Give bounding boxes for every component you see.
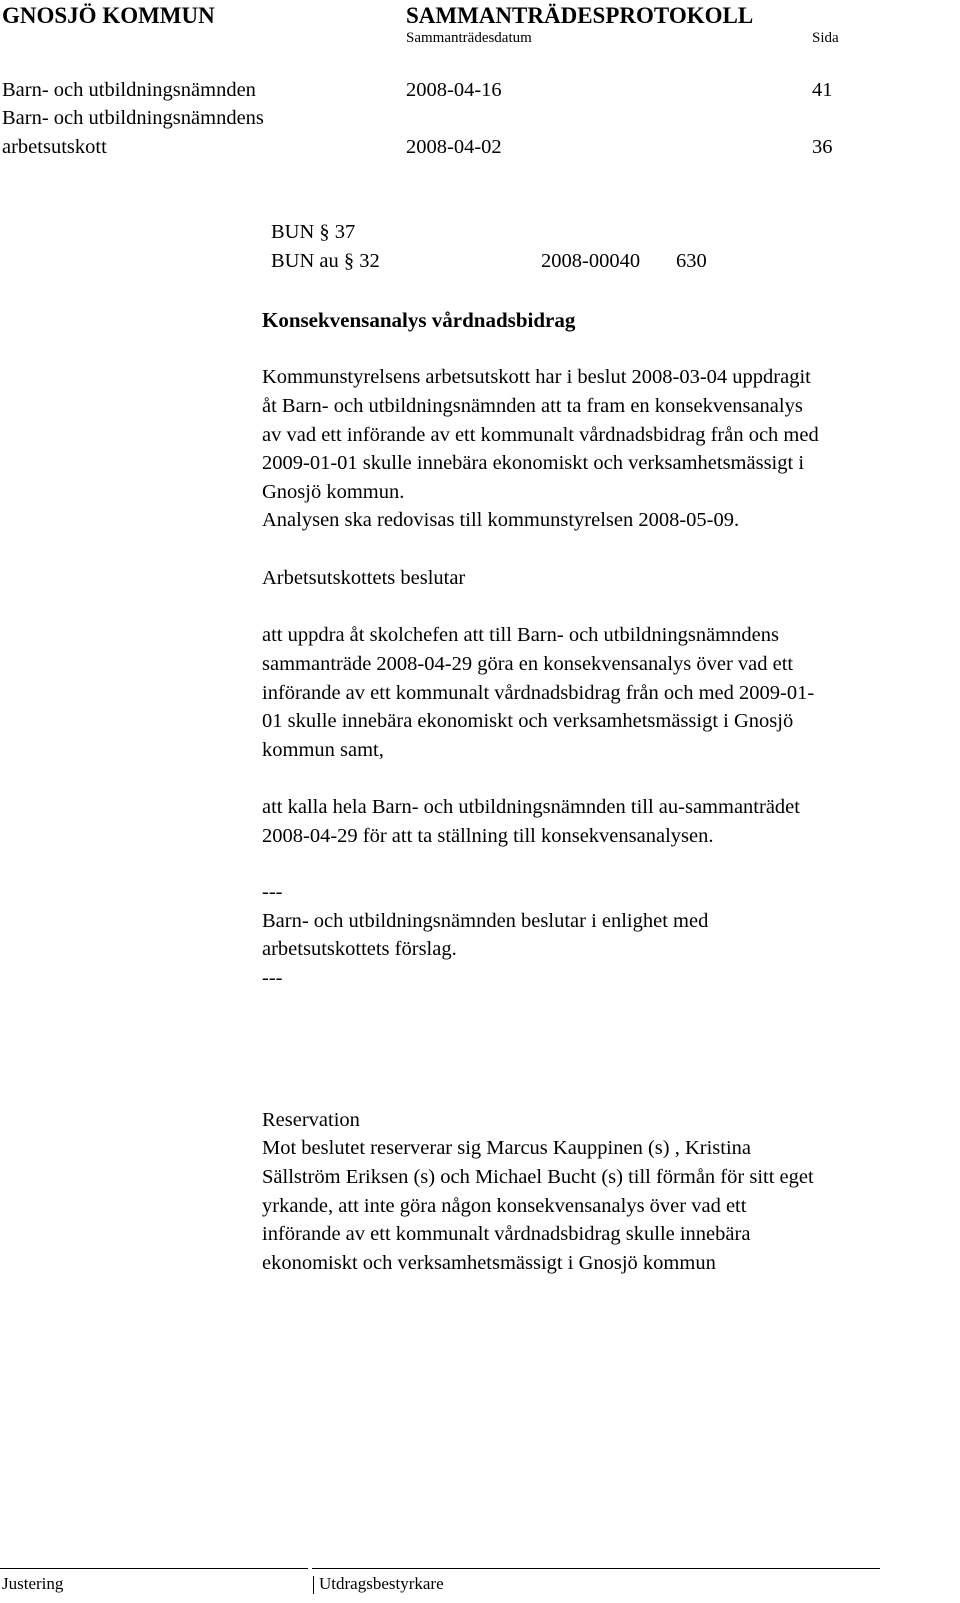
decision-line: 2008-04-29 för att ta ställning till konsekvensanalysen. xyxy=(262,825,714,847)
page-label: Sida xyxy=(812,30,839,46)
decision-line: sammanträde 2008-04-29 göra en konsekvensanalys över vad ett xyxy=(262,653,794,675)
decision-line: att uppdra åt skolchefen att till Barn- och utbildningsnämndens xyxy=(262,624,779,646)
reservation-heading: Reservation xyxy=(262,1109,360,1131)
organization-name: GNOSJÖ KOMMUN xyxy=(2,3,215,28)
page-number: 41 xyxy=(812,79,833,101)
intro-line: Analysen ska redovisas till kommunstyrelsen 2008-05-09. xyxy=(262,509,740,531)
footer-rule xyxy=(0,1568,308,1569)
meeting-date-label: Sammanträdesdatum xyxy=(406,30,532,46)
intro-line: Kommunstyrelsens arbetsutskott har i beslut 2008-03-04 uppdragit xyxy=(262,366,811,388)
intro-line: åt Barn- och utbildningsnämnden att ta fram en konsekvensanalys xyxy=(262,395,803,417)
footer-rule xyxy=(312,1568,880,1569)
separator: --- xyxy=(262,881,283,903)
reservation-line: Mot beslutet reserverar sig Marcus Kauppinen (s) , Kristina xyxy=(262,1137,752,1159)
decision-line: 01 skulle innebära ekonomiskt och verksamhetsmässigt i Gnosjö xyxy=(262,710,794,732)
utdragsbestyrkare-label: Utdragsbestyrkare xyxy=(319,1574,444,1593)
bun-decision-line: Barn- och utbildningsnämnden beslutar i enlighet med xyxy=(262,910,709,932)
intro-line: Gnosjö kommun. xyxy=(262,481,405,503)
bun-au-paragraph: BUN au § 32 xyxy=(271,250,380,272)
page-number: 36 xyxy=(812,136,833,158)
intro-line: 2009-01-01 skulle innebära ekonomiskt och verksamhetsmässigt i xyxy=(262,452,805,474)
body-name: arbetsutskott xyxy=(2,136,107,158)
intro-line: av vad ett införande av ett kommunalt vårdnadsbidrag från och med xyxy=(262,424,819,446)
bun-paragraph: BUN § 37 xyxy=(271,221,356,243)
bun-decision-line: arbetsutskottets förslag. xyxy=(262,938,457,960)
justering-label: Justering xyxy=(2,1574,64,1593)
separator: --- xyxy=(262,967,283,989)
meeting-date: 2008-04-02 xyxy=(406,136,502,158)
body-name: Barn- och utbildningsnämnden xyxy=(2,79,256,101)
decision-line: införande av ett kommunalt vårdnadsbidrag från och med 2009-01- xyxy=(262,682,815,704)
body-name: Barn- och utbildningsnämndens xyxy=(2,107,264,129)
footer-divider xyxy=(313,1576,314,1594)
au-decision-heading: Arbetsutskottets beslutar xyxy=(262,567,466,589)
document-type: SAMMANTRÄDESPROTOKOLL xyxy=(406,3,754,28)
meeting-date: 2008-04-16 xyxy=(406,79,502,101)
reservation-line: yrkande, att inte göra någon konsekvensanalys över vad ett xyxy=(262,1195,747,1217)
case-number: 2008-00040 xyxy=(541,250,641,272)
reservation-line: Sällström Eriksen (s) och Michael Bucht (s) till förmån för sitt eget xyxy=(262,1166,814,1188)
case-code: 630 xyxy=(676,250,707,272)
reservation-line: införande av ett kommunalt vårdnadsbidrag skulle innebära xyxy=(262,1223,751,1245)
decision-line: att kalla hela Barn- och utbildningsnämnden till au-sammanträdet xyxy=(262,796,800,818)
case-title: Konsekvensanalys vårdnadsbidrag xyxy=(262,308,576,332)
decision-line: kommun samt, xyxy=(262,739,384,761)
reservation-line: ekonomiskt och verksamhetsmässigt i Gnosjö kommun xyxy=(262,1252,716,1274)
